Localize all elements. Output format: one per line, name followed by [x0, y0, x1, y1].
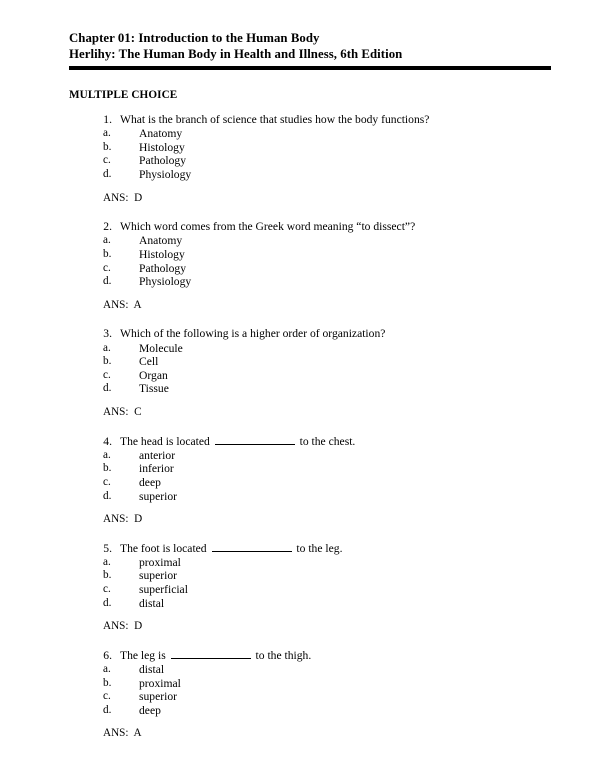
question-stem: [0, 219, 600, 234]
question-text: Which of the following is a higher order of organization?: [120, 327, 386, 341]
option-letter: a.: [103, 341, 111, 354]
option-letter: b.: [103, 247, 112, 260]
option-list: [0, 663, 600, 717]
option-letter: c.: [103, 583, 111, 596]
answer-value: D: [134, 620, 143, 633]
option-text: Organ: [139, 368, 168, 382]
option-text: distal: [139, 596, 165, 610]
question-block: [0, 219, 600, 312]
option-item[interactable]: [0, 234, 600, 248]
question-number: 3.: [103, 327, 112, 341]
option-item[interactable]: [0, 704, 600, 718]
question-block: [0, 326, 600, 419]
option-item[interactable]: [0, 154, 600, 168]
option-item[interactable]: [0, 168, 600, 182]
question-text: The leg is: [120, 648, 166, 662]
fill-in-blank: [215, 434, 295, 445]
option-item[interactable]: [0, 597, 600, 611]
option-item[interactable]: [0, 449, 600, 463]
option-letter: d.: [103, 703, 112, 716]
question-text: Which word comes from the Greek word meaning “to dissect”?: [120, 220, 416, 234]
option-list: [0, 556, 600, 610]
option-letter: c.: [103, 690, 111, 703]
question-text-tail: to the leg.: [296, 541, 343, 555]
fill-in-blank: [171, 648, 251, 659]
answer-value: A: [133, 727, 142, 740]
fill-in-blank: [212, 541, 292, 552]
option-text: Physiology: [139, 275, 192, 289]
question-number: 1.: [103, 113, 112, 126]
option-text: Cell: [139, 355, 159, 369]
answer-label: ANS:: [103, 620, 135, 633]
option-letter: b.: [103, 676, 112, 689]
option-letter: b.: [103, 140, 112, 153]
option-item[interactable]: [0, 355, 600, 369]
option-text: Pathology: [139, 154, 187, 168]
question-stem: [0, 434, 600, 449]
option-item[interactable]: [0, 490, 600, 504]
option-letter: d.: [103, 275, 112, 288]
option-letter: a.: [103, 234, 111, 247]
option-text: Tissue: [139, 382, 169, 396]
option-letter: b.: [103, 355, 112, 368]
answer-value: D: [134, 513, 143, 526]
answer-value: A: [133, 298, 142, 311]
answer-line: [0, 513, 600, 527]
option-list: [0, 449, 600, 503]
answer-label: ANS:: [103, 513, 135, 526]
option-text: Anatomy: [139, 234, 183, 248]
answer-line: [0, 620, 600, 634]
option-list: [0, 127, 600, 181]
answer-line: [0, 406, 600, 420]
question-block: [0, 648, 600, 741]
option-text: Histology: [139, 247, 185, 261]
option-text: inferior: [139, 462, 174, 476]
option-letter: d.: [103, 382, 112, 395]
question-number: 6.: [103, 648, 112, 662]
question-stem: [0, 326, 600, 341]
option-text: proximal: [139, 676, 181, 690]
header-chapter-title: Chapter 01: Introduction to the Human Body: [69, 31, 320, 45]
option-text: Histology: [139, 140, 185, 154]
option-item[interactable]: [0, 663, 600, 677]
option-letter: d.: [103, 167, 112, 180]
option-letter: a.: [103, 127, 111, 140]
answer-label: ANS:: [103, 298, 134, 311]
option-item[interactable]: [0, 677, 600, 691]
question-stem: [0, 648, 600, 663]
option-text: superior: [139, 690, 177, 704]
option-item[interactable]: [0, 690, 600, 704]
option-text: superficial: [139, 583, 188, 597]
option-item[interactable]: [0, 556, 600, 570]
option-letter: a.: [103, 448, 111, 461]
answer-value: C: [134, 405, 142, 418]
question-list: [0, 112, 600, 755]
option-letter: a.: [103, 663, 111, 676]
question-stem: [0, 112, 600, 127]
option-item[interactable]: [0, 275, 600, 289]
option-item[interactable]: [0, 262, 600, 276]
answer-label: ANS:: [103, 191, 135, 204]
option-item[interactable]: [0, 369, 600, 383]
document-header: [69, 30, 551, 62]
option-item[interactable]: [0, 583, 600, 597]
question-text-tail: to the thigh.: [255, 648, 312, 662]
option-letter: c.: [103, 261, 111, 274]
option-letter: b.: [103, 462, 112, 475]
option-text: deep: [139, 475, 161, 489]
header-book-title: Herlihy: The Human Body in Health and Illness, 6th Edition: [69, 47, 403, 61]
option-list: [0, 234, 600, 288]
option-text: anterior: [139, 448, 176, 462]
option-letter: d.: [103, 596, 112, 609]
option-text: Molecule: [139, 341, 183, 355]
question-block: [0, 434, 600, 527]
option-text: superior: [139, 569, 177, 583]
option-letter: a.: [103, 555, 111, 568]
question-number: 5.: [103, 541, 112, 555]
option-item[interactable]: [0, 476, 600, 490]
section-heading: MULTIPLE CHOICE: [69, 89, 178, 101]
question-block: [0, 541, 600, 634]
option-item[interactable]: [0, 382, 600, 396]
option-item[interactable]: [0, 569, 600, 583]
option-text: superior: [139, 489, 177, 503]
option-text: Anatomy: [139, 127, 183, 141]
option-letter: c.: [103, 368, 111, 381]
question-number: 2.: [103, 220, 112, 234]
question-text: The foot is located: [120, 541, 207, 555]
option-text: distal: [139, 663, 165, 677]
question-number: 4.: [103, 434, 112, 448]
option-text: proximal: [139, 555, 181, 569]
option-letter: b.: [103, 569, 112, 582]
option-letter: c.: [103, 475, 111, 488]
answer-value: D: [134, 191, 143, 204]
option-item[interactable]: [0, 141, 600, 155]
option-list: [0, 342, 600, 396]
option-item[interactable]: [0, 342, 600, 356]
answer-line: [0, 727, 600, 741]
option-item[interactable]: [0, 248, 600, 262]
question-stem: [0, 541, 600, 556]
question-block: [0, 112, 600, 205]
answer-label: ANS:: [103, 405, 135, 418]
option-text: Pathology: [139, 261, 187, 275]
question-text: The head is located: [120, 434, 210, 448]
option-letter: d.: [103, 489, 112, 502]
option-item[interactable]: [0, 462, 600, 476]
answer-line: [0, 299, 600, 313]
option-text: Physiology: [139, 167, 192, 181]
option-text: deep: [139, 703, 161, 717]
answer-label: ANS:: [103, 727, 134, 740]
header-divider-rule: [69, 66, 551, 70]
question-text: What is the branch of science that studies how the body functions?: [120, 113, 430, 126]
answer-line: [0, 192, 600, 206]
option-item[interactable]: [0, 127, 600, 141]
question-text-tail: to the chest.: [299, 434, 356, 448]
option-letter: c.: [103, 154, 111, 167]
